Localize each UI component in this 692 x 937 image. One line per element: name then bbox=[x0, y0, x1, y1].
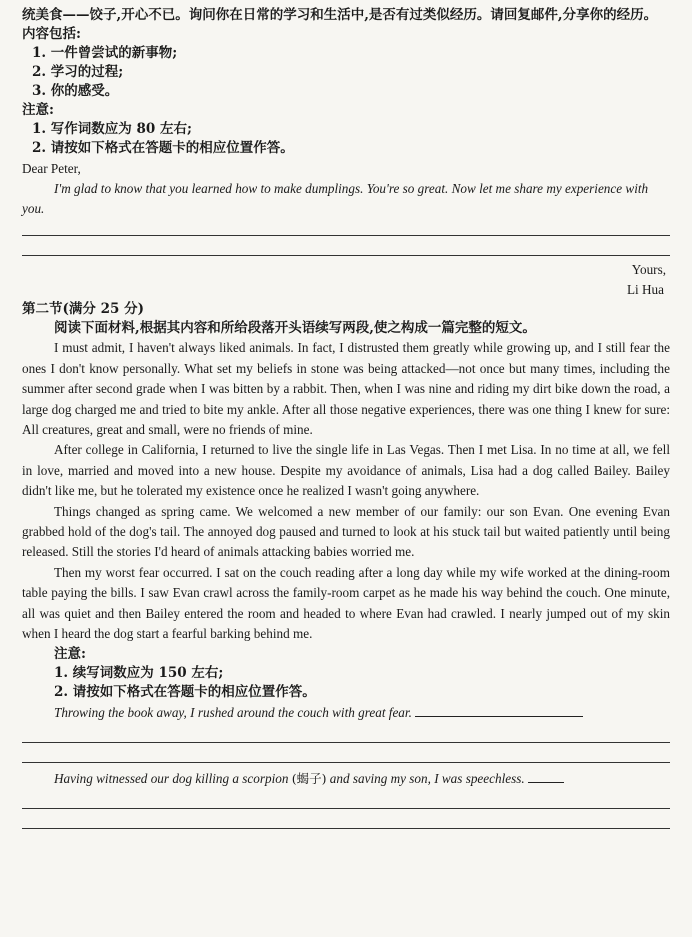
note-2-2: 2. 请按如下格式在答题卡的相应位置作答。 bbox=[54, 683, 316, 700]
letter-signature: Li Hua bbox=[627, 282, 664, 298]
letter-opening: I'm glad to know that you learned how to make dumplings. You're so great. Now let me share my experience with you. bbox=[22, 181, 649, 217]
paragraph-starter-2 bbox=[22, 769, 670, 789]
content-item-2: 2. 学习的过程; bbox=[32, 64, 124, 80]
note-label: 注意: bbox=[22, 102, 54, 118]
content-item-1: 1. 一件曾尝试的新事物; bbox=[32, 45, 178, 61]
story-paragraph-3: Things changed as spring came. We welcomed a new member of our family: our son Evan. One evening Evan grabbed hold of the dog's tail. The annoyed dog paused and turned to look at his stuck tail but waited patiently until being released. Still the stories I'd heard of animals attacking babies worried me. bbox=[22, 503, 670, 560]
answer-blank[interactable] bbox=[415, 704, 583, 717]
answer-blank[interactable] bbox=[528, 770, 564, 783]
writing-prompt: 统美食——饺子,开心不已。询问你在日常的学习和生活中,是否有过类似经历。请回复邮件,分享你的经历。内容包括: bbox=[22, 7, 658, 42]
story-paragraph-2: After college in California, I returned to live the single life in Las Vegas. Then I met Lisa. In no time at all, we fell in love, married and moved into a new house. Despite my avoidance of animals, Lisa had a dog called Bailey. Bailey didn't like me, but he tolerated my existence once he realized I wasn't going anywhere. bbox=[22, 442, 670, 499]
note-label-2: 注意: bbox=[54, 645, 86, 662]
paragraph-starter-1 bbox=[22, 703, 670, 723]
note-2-1: 1. 续写词数应为 150 左右; bbox=[54, 664, 224, 681]
note-1: 1. 写作词数应为 80 左右; bbox=[32, 121, 192, 137]
starter-1-text: Throwing the book away, I rushed around the couch with great fear. bbox=[54, 704, 412, 720]
content-item-3: 3. 你的感受。 bbox=[32, 83, 119, 99]
story-paragraph-4: Then my worst fear occurred. I sat on the couch reading after a long day while my wife worked at the dining-room table paying the bills. I saw Evan crawl across the family-room carpet as he made his way behind the couch. One minute, all was quiet and then Bailey entered the room and headed to where Evan had crawled. I nearly jumped out of my skin when I heard the dog start a fearful barking behind me. bbox=[22, 564, 670, 642]
story-paragraph-1: I must admit, I haven't always liked animals. In fact, I distrusted them greatly while growing up, and I still fear the ones I don't know personally. What set my beliefs in stone was being attacked—not once but many times, including the summer after second grade when I was bitten by a rabbit. Then, when I was nine and riding my dirt bike down the road, a large dog charged me and tried to bite my ankle. After all those negative experiences, there was one thing I knew for sure: All creatures, great and small, were no friends of mine. bbox=[22, 340, 670, 438]
letter-closing: Yours, bbox=[631, 262, 666, 278]
section-heading: 第二节(满分 25 分) bbox=[22, 301, 144, 318]
starter-2-text-a: Having witnessed our dog killing a scorpion bbox=[54, 770, 289, 786]
letter-greeting: Dear Peter, bbox=[22, 161, 81, 176]
answer-line bbox=[22, 828, 670, 829]
starter-2-text-b: and saving my son, I was speechless. bbox=[329, 770, 525, 786]
starter-2-chinese: (蝎子) bbox=[291, 770, 327, 786]
note-2: 2. 请按如下格式在答题卡的相应位置作答。 bbox=[32, 140, 294, 156]
section-instruction: 阅读下面材料,根据其内容和所给段落开头语续写两段,使之构成一篇完整的短文。 bbox=[54, 320, 536, 337]
